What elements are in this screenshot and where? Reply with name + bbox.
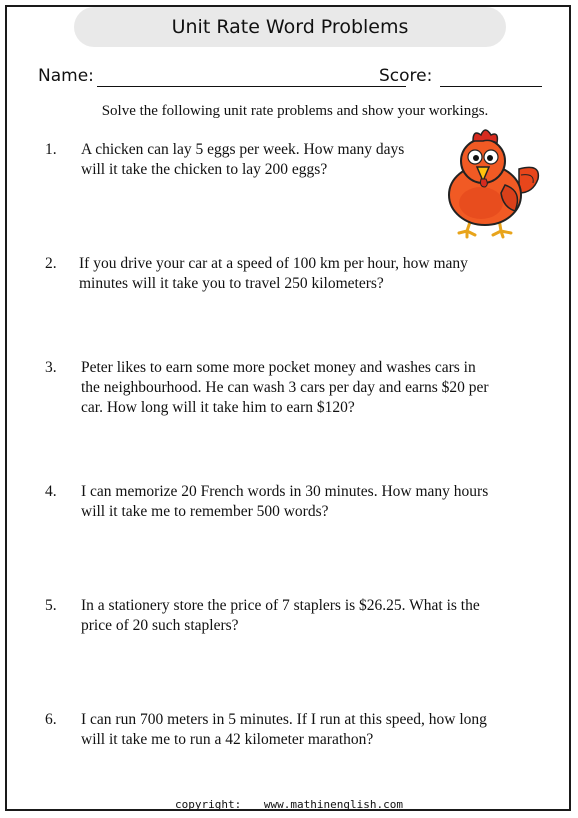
problem-line: will it take the chicken to lay 200 eggs? [81,161,328,178]
problem-line: I can run 700 meters in 5 minutes. If I run at this speed, how long [81,711,487,728]
problem-line: the neighbourhood. He can wash 3 cars per day and earns $20 per [81,379,489,396]
name-label: Name: [38,66,94,86]
site-link[interactable]: www.mathinenglish.com [263,798,403,811]
copyright-label: copyright: [175,798,242,811]
problem-line: will it take me to remember 500 words? [81,503,329,520]
chicken-icon [433,127,545,239]
problem-number: 6. [45,711,57,728]
footer [0,798,578,811]
problem-line: I can memorize 20 French words in 30 minutes. How many hours [81,483,489,500]
instructions: Solve the following unit rate problems and show your workings. [101,103,489,119]
problem-line: If you drive your car at a speed of 100 km per hour, how many [79,255,468,272]
score-blank-line[interactable] [440,86,542,87]
name-blank-line[interactable] [97,86,406,87]
problem-text [79,254,468,294]
student-info-row [38,64,542,92]
problem-number: 2. [45,255,57,272]
problem-text [81,596,480,636]
problem-number: 5. [45,597,57,614]
problem-text [81,358,489,418]
problem-line: price of 20 such staplers? [81,617,239,634]
problem-line: A chicken can lay 5 eggs per week. How many days [81,141,405,158]
problem-line: Peter likes to earn some more pocket money and washes cars in [81,359,476,376]
score-label: Score: [379,66,433,86]
page-title: Unit Rate Word Problems [74,7,506,47]
problem-line: will it take me to run a 42 kilometer marathon? [81,731,374,748]
problem-text [81,482,488,522]
problem-text [81,140,404,180]
problem-text [81,710,487,750]
problem-line: In a stationery store the price of 7 staplers is $26.25. What is the [81,597,480,614]
problem-number: 1. [45,141,57,158]
problem-number: 4. [45,483,57,500]
problem-line: minutes will it take you to travel 250 kilometers? [79,275,384,292]
problem-line: car. How long will it take him to earn $120? [81,399,355,416]
problem-number: 3. [45,359,57,376]
